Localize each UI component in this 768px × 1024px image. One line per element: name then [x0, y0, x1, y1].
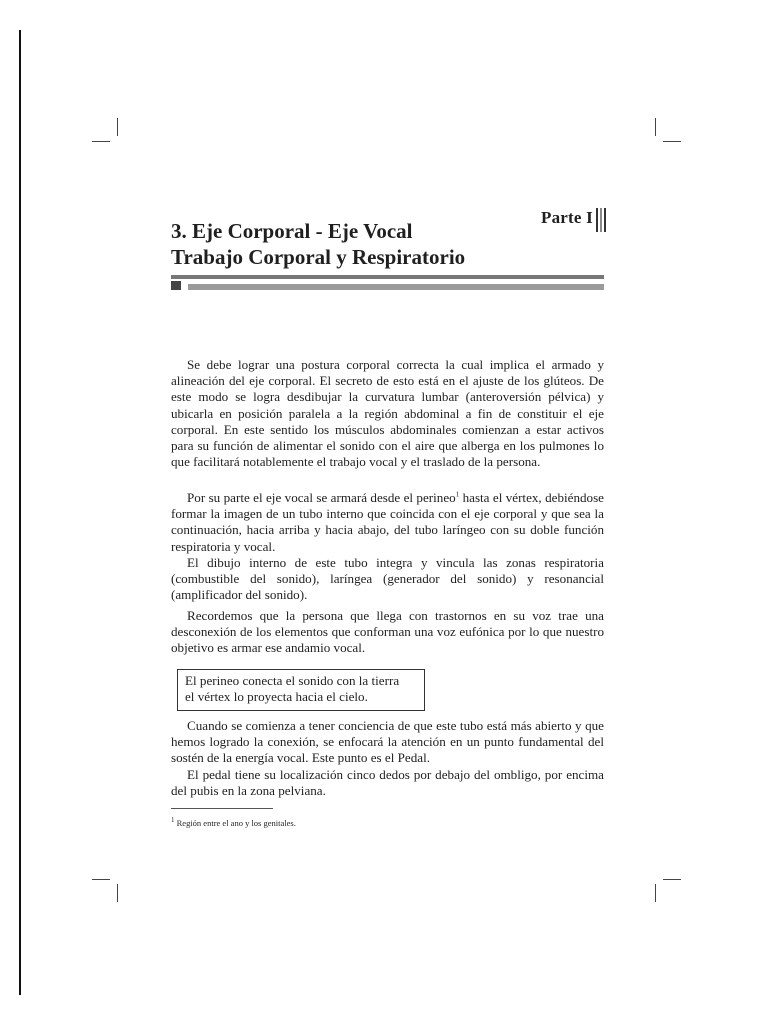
- crop-mark: [663, 141, 681, 142]
- paragraph-group: [171, 608, 604, 657]
- quote-line: el vértex lo proyecta hacia el cielo.: [185, 689, 368, 705]
- paragraph-group: [171, 357, 604, 470]
- chapter-title: [171, 218, 465, 270]
- footnote-text: Región entre el ano y los genitales.: [174, 818, 296, 828]
- paragraph: El pedal tiene su localización cinco dedos por debajo del ombligo, por encima del pubis en la zona pelviana.: [171, 766, 604, 798]
- quote-line: El perineo conecta el sonido con la tierra: [185, 673, 400, 688]
- crop-mark: [655, 118, 656, 136]
- paragraph-group: [171, 718, 604, 799]
- crop-mark: [663, 879, 681, 880]
- footnote-rule: [171, 808, 273, 809]
- paragraph: El dibujo interno de este tubo integra y vincula las zonas respiratoria (combustible del sonido), laríngea (generador del sonido) y resonancial (amplificador del sonido).: [171, 554, 604, 603]
- paragraph: [171, 490, 604, 555]
- title-rule-thin: [171, 275, 604, 279]
- footnote: [171, 818, 296, 828]
- paragraph: Se debe lograr una postura corporal correcta la cual implica el armado y alineación del eje corporal. El secreto de esto está en el ajuste de los glúteos. De este modo se logra desdibujar la curvatura lumbar (anteroversión pélvica) y ubicarla en posición paralela a la región abdominal a fin de constituir el eje corporal. En este sentido los músculos abdominales comienzan a estar activos para su función de alimentar el sonido con el aire que alberga en los pulmones lo que facilitará notablemente el trabajo vocal y el traslado de la persona.: [171, 357, 604, 470]
- chapter-title-line1: 3. Eje Corporal - Eje Vocal: [171, 219, 413, 243]
- footnote-marker: 1: [171, 816, 175, 825]
- crop-mark: [92, 879, 110, 880]
- footnote-ref: 1: [455, 490, 460, 499]
- paragraph: Recordemos que la persona que llega con trastornos en su voz trae una desconexión de los elementos que conforman una voz eufónica por lo que nuestro objetivo es armar ese andamio vocal.: [171, 608, 604, 656]
- paragraph: Cuando se comienza a tener conciencia de que este tubo está más abierto y que hemos logrado la conexión, se enfocará la atención en un punto fundamental del sostén de la energía vocal. Este punto es el Pedal.: [171, 718, 604, 766]
- quote-box: [177, 669, 425, 711]
- title-rule-block: [171, 281, 181, 290]
- paragraph-text: Por su parte el eje vocal se armará desde el perineo: [187, 490, 456, 505]
- paragraph-text: hasta el vértex, debiéndose formar la imagen de un tubo interno que coincida con el eje corporal y que sea la continuación, hacia arriba y hacia abajo, del tubo laríngeo con su doble función respiratoria y vocal.: [171, 490, 604, 554]
- crop-mark: [117, 118, 118, 136]
- crop-mark: [655, 884, 656, 902]
- chapter-title-line2: Trabajo Corporal y Respiratorio: [171, 245, 466, 269]
- crop-mark: [117, 884, 118, 902]
- paragraph-group: [171, 490, 604, 603]
- binding-edge-line: [19, 30, 21, 995]
- title-rule-thick: [188, 284, 604, 290]
- part-label-bars: [596, 208, 606, 232]
- part-label: Parte I: [541, 208, 593, 227]
- crop-mark: [92, 141, 110, 142]
